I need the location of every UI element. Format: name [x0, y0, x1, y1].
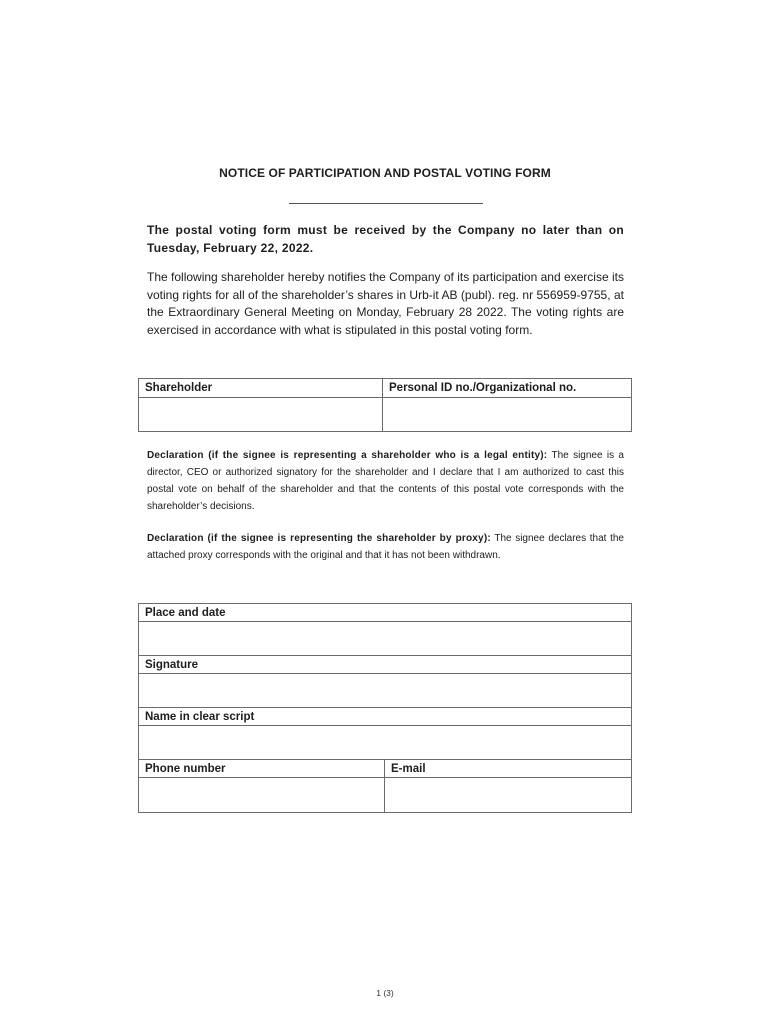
signature-label: Signature — [139, 656, 632, 674]
shareholder-table — [138, 378, 632, 432]
email-field[interactable] — [385, 778, 632, 813]
deadline-notice: The postal voting form must be received by the Company no later than on Tuesday, February 22, 2022. — [147, 223, 624, 255]
form-title: NOTICE OF PARTICIPATION AND POSTAL VOTING FORM — [219, 166, 551, 180]
personal-id-header: Personal ID no./Organizational no. — [383, 379, 632, 398]
name-label: Name in clear script — [139, 708, 632, 726]
page-number: 1 (3) — [376, 988, 394, 998]
declaration-proxy-text: The signee declares that the attached proxy corresponds with the original and that it has not been withdrawn. — [147, 533, 624, 561]
place-date-field[interactable] — [139, 622, 632, 656]
signature-field[interactable] — [139, 674, 632, 708]
declaration-legal-label: Declaration (if the signee is representing a shareholder who is a legal entity): — [147, 450, 548, 461]
intro-paragraph: The following shareholder hereby notifies the Company of its participation and exercise its voting rights for all of the shareholder’s shares in Urb-it AB (publ). reg. nr 556959-9755, at the Extraordinary General Meeting on Monday, February 28 2022. The voting rights are exercised in accordance with what is stipulated in this postal voting form. — [147, 270, 624, 337]
signature-table — [138, 603, 632, 813]
shareholder-header: Shareholder — [139, 379, 383, 398]
place-date-label: Place and date — [139, 604, 632, 622]
name-field[interactable] — [139, 726, 632, 760]
personal-id-field[interactable] — [383, 398, 632, 432]
phone-label: Phone number — [139, 760, 385, 778]
title-underline — [289, 203, 483, 204]
phone-field[interactable] — [139, 778, 385, 813]
declaration-legal-text: The signee is a director, CEO or authorized signatory for the shareholder and I declare that I am authorized to cast this postal vote on behalf of the shareholder and that the contents of this postal vote corresponds with the shareholder’s decisions. — [147, 450, 624, 512]
email-label: E-mail — [385, 760, 632, 778]
declaration-proxy — [147, 530, 624, 564]
shareholder-field[interactable] — [139, 398, 383, 432]
declaration-legal-entity — [147, 447, 624, 515]
declaration-proxy-label: Declaration (if the signee is representing the shareholder by proxy): — [147, 533, 491, 544]
